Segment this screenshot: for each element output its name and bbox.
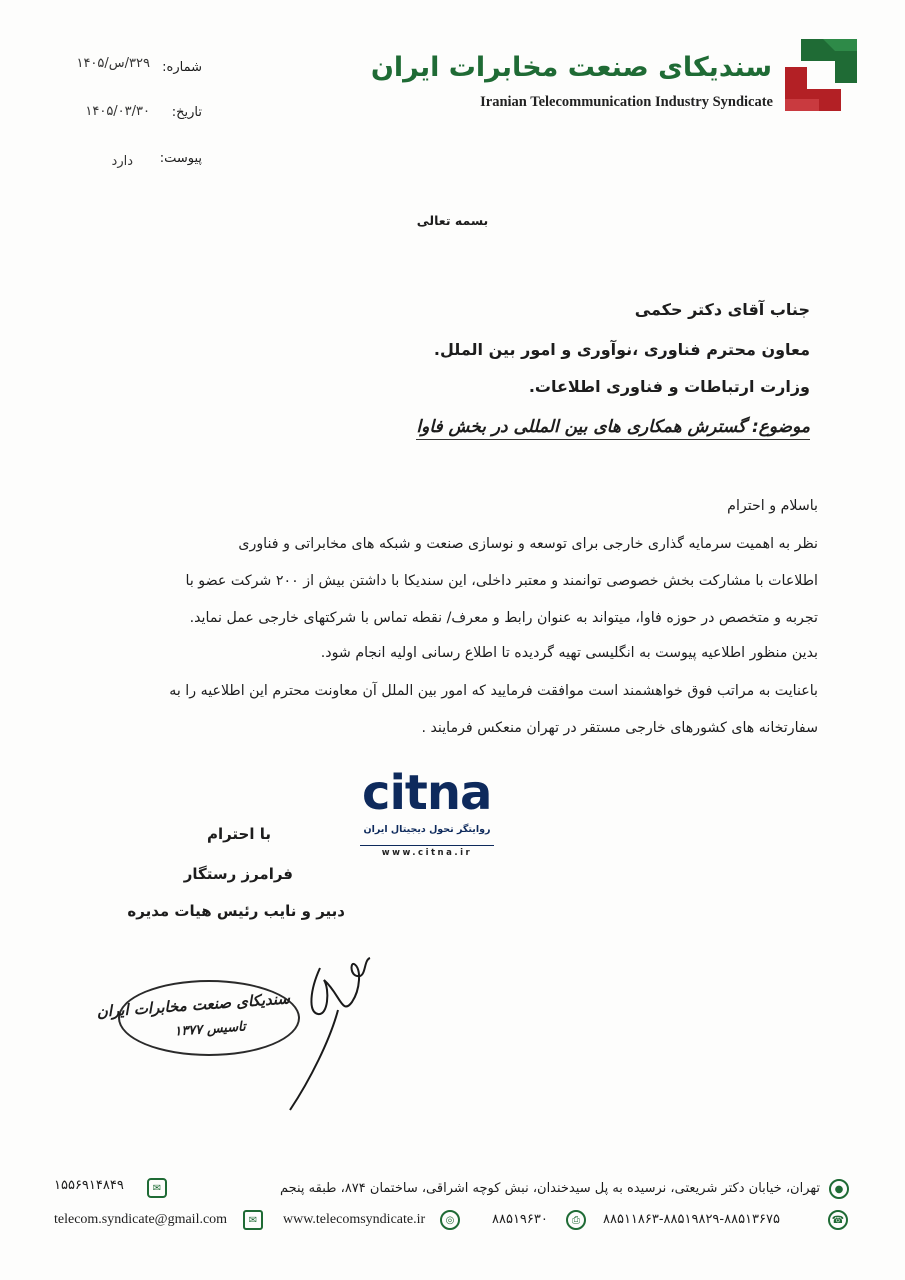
number-label: شماره: <box>162 60 202 75</box>
stamp-name: سندیکای صنعت مخابرات ایران <box>96 989 291 1021</box>
globe-icon: ◎ <box>440 1210 460 1230</box>
fax-icon: ⎙ <box>566 1210 586 1230</box>
syndicate-logo-icon <box>783 37 859 113</box>
footer-postal-code: ۱۵۵۶۹۱۴۸۴۹ <box>54 1178 124 1193</box>
postal-icon: ✉ <box>147 1178 167 1198</box>
phone-icon: ☎ <box>828 1210 848 1230</box>
date-label: تاریخ: <box>171 105 202 120</box>
footer-address: تهران، خیابان دکتر شریعتی، نرسیده به پل سیدخندان، نبش کوچه اشراقی، ساختمان ۸۷۴، طبقه پنجم <box>279 1181 820 1196</box>
body-para2: بدین منظور اطلاعیه پیوست به انگلیسی تهیه گردیده تا اطلاع رسانی اولیه انجام شود. <box>320 645 818 661</box>
stamp-founded: تاسیس ۱۳۷۷ <box>173 1019 247 1040</box>
addressee-position: معاون محترم فناوری ،نوآوری و امور بین الملل. <box>433 340 810 359</box>
attachment-value: دارد <box>111 154 133 169</box>
org-name-en: Iranian Telecommunication Industry Syndicate <box>480 94 773 110</box>
addressee-ministry: وزارت ارتباطات و فناوری اطلاعات. <box>528 377 810 396</box>
citna-logo: citna <box>362 765 492 821</box>
body-para1-line3: تجربه و متخصص در حوزه فاوا، میتواند به عنوان رابط و معرف/ نقطه تماس با شرکتهای خارجی عمل نماید. <box>189 610 818 626</box>
email-icon: ✉ <box>243 1210 263 1230</box>
number-value: ۳۲۹/س/۱۴۰۵ <box>76 56 150 71</box>
signer-name: فرامرز رستگار <box>183 865 293 883</box>
basmala: بسمه تعالی <box>416 213 489 228</box>
greeting: باسلام و احترام <box>727 498 818 514</box>
body-para3-line1: باعنایت به مراتب فوق خواهشمند است موافقت فرمایید که امور بین الملل آن معاونت محترم این اطلاعیه را به <box>169 683 818 699</box>
footer-email[interactable]: telecom.syndicate@gmail.com <box>54 1212 228 1227</box>
org-name-fa: سندیکای صنعت مخابرات ایران <box>370 52 772 83</box>
footer-phones: ۸۸۵۱۱۸۶۳-۸۸۵۱۹۸۲۹-۸۸۵۱۳۶۷۵ <box>603 1212 780 1227</box>
citna-url: www.citna.ir <box>360 845 494 858</box>
date-value: ۱۴۰۵/۰۳/۳۰ <box>85 104 150 119</box>
citna-tagline: روایتگر تحول دیجیتال ایران <box>363 824 491 835</box>
body-para3-line2: سفارتخانه های کشورهای خارجی مستقر در تهران منعکس فرمایند . <box>421 720 818 736</box>
addressee-name: جناب آقای دکتر حکمی <box>634 300 810 319</box>
signer-title: دبیر و نایب رئیس هیات مدیره <box>127 902 345 920</box>
closing: با احترام <box>206 825 271 843</box>
body-para1-line1: نظر به اهمیت سرمایه گذاری خارجی برای توسعه و نوسازی صنعت و شبکه های مخابراتی و فناوری <box>238 536 818 552</box>
footer-fax: ۸۸۵۱۹۶۳۰ <box>492 1212 548 1227</box>
footer-website[interactable]: www.telecomsyndicate.ir <box>283 1212 426 1227</box>
location-pin-icon: ● <box>829 1179 849 1199</box>
handwritten-signature <box>280 950 380 1120</box>
subject-line: موضوع: گسترش همکاری های بین المللی در بخش فاوا <box>416 417 810 440</box>
body-para1-line2: اطلاعات با مشارکت بخش خصوصی توانمند و معتبر داخلی، این سندیکا با داشتن بیش از ۲۰۰ شرکت عضو با <box>185 573 818 589</box>
attachment-label: پیوست: <box>159 151 202 166</box>
